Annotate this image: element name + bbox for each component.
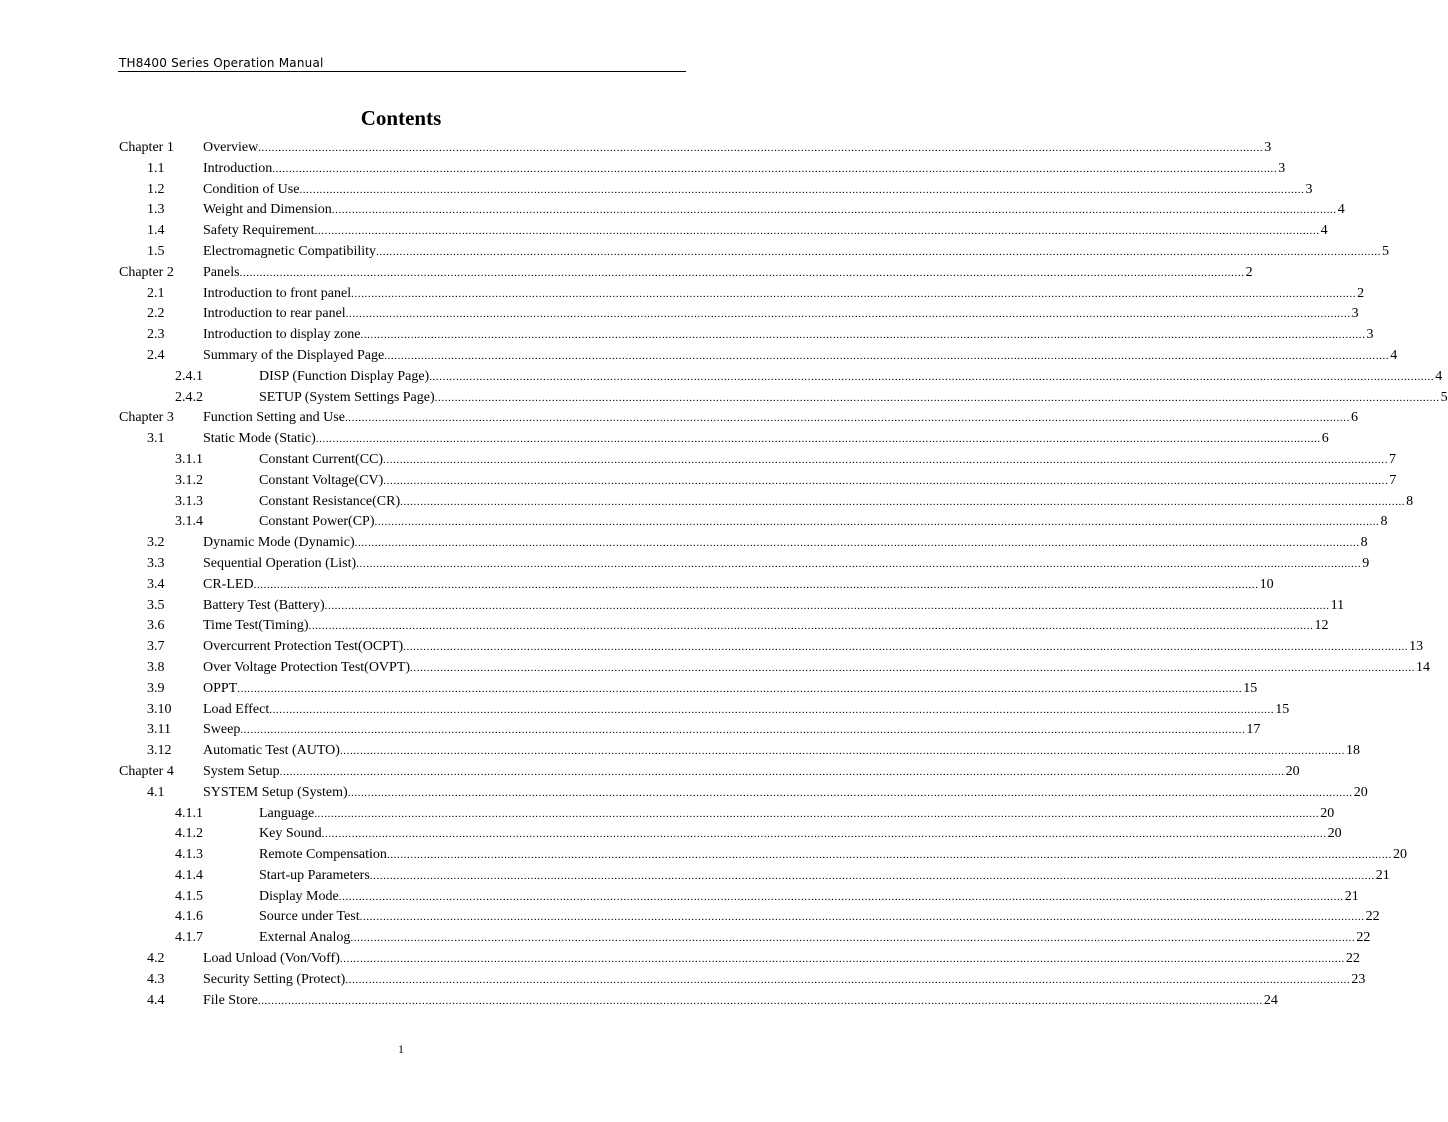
- toc-entry-title: Security Setting (Protect): [203, 970, 345, 991]
- toc-entry[interactable]: [0, 720, 1261, 741]
- dot-leader: ............................................................................................................................................................................................................................................................................................................: [324, 599, 1330, 612]
- toc-entry-page: 10: [1259, 576, 1274, 592]
- toc-entry-number: 3.10: [147, 701, 172, 717]
- toc-entry-page: 3: [1305, 181, 1313, 197]
- toc-entry-number: 1.2: [147, 181, 165, 197]
- toc-entry-line: [203, 700, 1290, 721]
- toc-entry-number: 4.1.4: [175, 867, 203, 883]
- toc-entry-title: Overcurrent Protection Test(OCPT): [203, 637, 403, 658]
- toc-entry-line: [259, 845, 1407, 866]
- dot-leader: ............................................................................................................................................................................................................................................................................................................: [360, 329, 1366, 342]
- toc-entry-title: Summary of the Displayed Page: [203, 346, 384, 367]
- toc-entry-number: 2.2: [147, 306, 165, 322]
- toc-entry-title: Start-up Parameters: [259, 866, 370, 887]
- toc-entry-page: 20: [1285, 763, 1300, 779]
- toc-entry[interactable]: [0, 762, 1300, 783]
- toc-entry-page: 8: [1380, 514, 1388, 530]
- toc-entry-line: [259, 512, 1388, 533]
- toc-entry[interactable]: [0, 804, 1335, 825]
- dot-leader: ............................................................................................................................................................................................................................................................................................................: [403, 641, 1409, 654]
- dot-leader: ............................................................................................................................................................................................................................................................................................................: [315, 433, 1321, 446]
- table-of-contents: [0, 138, 1448, 1011]
- toc-entry-line: [259, 866, 1390, 887]
- dot-leader: ............................................................................................................................................................................................................................................................................................................: [347, 786, 1353, 799]
- dot-leader: ............................................................................................................................................................................................................................................................................................................: [345, 973, 1351, 986]
- toc-entry-number: 2.4.1: [175, 368, 203, 384]
- toc-entry-page: 2: [1245, 264, 1253, 280]
- toc-entry-page: 11: [1330, 597, 1345, 613]
- toc-entry-line: [203, 741, 1360, 762]
- dot-leader: ............................................................................................................................................................................................................................................................................................................: [314, 807, 1320, 820]
- toc-entry-number: Chapter 3: [119, 410, 174, 426]
- dot-leader: ............................................................................................................................................................................................................................................................................................................: [339, 953, 1345, 966]
- toc-entry[interactable]: [0, 700, 1290, 721]
- toc-entry-title: SYSTEM Setup (System): [203, 783, 348, 804]
- toc-entry[interactable]: [0, 596, 1345, 617]
- dot-leader: ............................................................................................................................................................................................................................................................................................................: [237, 682, 1243, 695]
- toc-entry-number: 4.1.2: [175, 826, 203, 842]
- dot-leader: ............................................................................................................................................................................................................................................................................................................: [344, 412, 1350, 425]
- toc-entry-line: [203, 325, 1374, 346]
- dot-leader: ............................................................................................................................................................................................................................................................................................................: [400, 495, 1406, 508]
- toc-entry-page: 3: [1264, 140, 1272, 155]
- toc-entry-line: [203, 138, 1272, 159]
- dot-leader: ............................................................................................................................................................................................................................................................................................................: [383, 453, 1389, 466]
- toc-entry-title: Constant Resistance(CR): [259, 492, 400, 513]
- dot-leader: ............................................................................................................................................................................................................................................................................................................: [308, 620, 1314, 633]
- toc-entry-title: Source under Test: [259, 907, 360, 928]
- toc-entry[interactable]: [0, 242, 1390, 263]
- toc-entry-line: [203, 304, 1359, 325]
- toc-entry[interactable]: [0, 138, 1272, 159]
- toc-entry-title: Constant Voltage(CV): [259, 471, 383, 492]
- toc-entry[interactable]: [0, 907, 1380, 928]
- toc-entry[interactable]: [0, 658, 1431, 679]
- toc-entry-number: 3.3: [147, 555, 165, 571]
- toc-entry-line: [203, 284, 1365, 305]
- toc-entry[interactable]: [0, 512, 1388, 533]
- toc-entry-title: Safety Requirement: [203, 221, 315, 242]
- toc-entry-page: 20: [1392, 847, 1407, 863]
- header-rule: [118, 71, 686, 72]
- toc-entry-number: 4.2: [147, 951, 165, 967]
- toc-entry-line: [203, 616, 1329, 637]
- toc-entry-page: 4: [1390, 347, 1398, 363]
- toc-entry-page: 6: [1321, 431, 1329, 447]
- dot-leader: ............................................................................................................................................................................................................................................................................................................: [331, 204, 1337, 217]
- dot-leader: ............................................................................................................................................................................................................................................................................................................: [258, 142, 1264, 154]
- toc-entry[interactable]: [0, 991, 1278, 1012]
- toc-entry-title: Sweep: [203, 720, 240, 741]
- toc-entry-title: Language: [259, 804, 314, 825]
- toc-entry-page: 17: [1246, 722, 1261, 738]
- toc-entry-number: 1.1: [147, 160, 165, 176]
- dot-leader: ............................................................................................................................................................................................................................................................................................................: [240, 724, 1246, 737]
- dot-leader: ............................................................................................................................................................................................................................................................................................................: [239, 266, 1245, 279]
- toc-entry-number: 3.4: [147, 576, 165, 592]
- toc-entry-number: Chapter 1: [119, 140, 174, 155]
- toc-entry-number: Chapter 2: [119, 264, 174, 280]
- toc-entry-number: Chapter 4: [119, 763, 174, 779]
- toc-entry-line: [259, 824, 1342, 845]
- toc-entry-number: 3.8: [147, 659, 165, 675]
- dot-leader: ............................................................................................................................................................................................................................................................................................................: [269, 703, 1275, 716]
- toc-entry-line: [203, 949, 1360, 970]
- toc-entry[interactable]: [0, 221, 1328, 242]
- toc-entry-page: 13: [1409, 639, 1424, 655]
- toc-entry-number: 4.3: [147, 971, 165, 987]
- toc-entry-line: [203, 783, 1368, 804]
- toc-entry[interactable]: [0, 450, 1397, 471]
- toc-entry-line: [203, 408, 1358, 429]
- toc-entry[interactable]: [0, 533, 1368, 554]
- toc-entry-page: 20: [1327, 826, 1342, 842]
- toc-entry[interactable]: [0, 824, 1342, 845]
- toc-entry-page: 23: [1351, 971, 1366, 987]
- toc-entry-number: 1.3: [147, 202, 165, 218]
- toc-entry-number: 4.1.3: [175, 847, 203, 863]
- toc-entry[interactable]: [0, 845, 1407, 866]
- toc-entry-page: 20: [1353, 784, 1368, 800]
- toc-entry-line: [203, 991, 1278, 1012]
- dot-leader: ............................................................................................................................................................................................................................................................................................................: [257, 994, 1263, 1007]
- toc-entry-number: 3.2: [147, 535, 165, 551]
- toc-entry-title: Dynamic Mode (Dynamic): [203, 533, 355, 554]
- toc-entry[interactable]: [0, 949, 1360, 970]
- toc-entry[interactable]: [0, 928, 1371, 949]
- toc-entry[interactable]: [0, 679, 1258, 700]
- toc-entry-line: [203, 554, 1370, 575]
- toc-entry-title: Constant Power(CP): [259, 512, 375, 533]
- toc-entry-line: [203, 970, 1366, 991]
- toc-entry-title: Electromagnetic Compatibility: [203, 242, 376, 263]
- toc-entry-line: [203, 575, 1274, 596]
- toc-entry-line: [259, 367, 1443, 388]
- toc-entry-number: 2.4: [147, 347, 165, 363]
- toc-entry-number: 4.1: [147, 784, 165, 800]
- toc-entry-line: [203, 429, 1329, 450]
- toc-entry-title: OPPT: [203, 679, 237, 700]
- toc-entry[interactable]: [0, 346, 1398, 367]
- toc-entry-page: 2: [1357, 285, 1365, 301]
- toc-entry-line: [203, 720, 1261, 741]
- toc-entry[interactable]: [0, 637, 1424, 658]
- toc-entry-page: 7: [1389, 451, 1397, 467]
- dot-leader: ............................................................................................................................................................................................................................................................................................................: [314, 225, 1320, 238]
- toc-entry-line: [203, 637, 1424, 658]
- toc-entry-number: 3.1.3: [175, 493, 203, 509]
- dot-leader: ............................................................................................................................................................................................................................................................................................................: [376, 245, 1382, 258]
- dot-leader: ............................................................................................................................................................................................................................................................................................................: [383, 474, 1389, 487]
- dot-leader: ............................................................................................................................................................................................................................................................................................................: [374, 516, 1380, 529]
- toc-entry[interactable]: [0, 304, 1359, 325]
- toc-entry-page: 5: [1382, 243, 1390, 259]
- toc-entry-page: 14: [1416, 659, 1431, 675]
- toc-entry[interactable]: [0, 367, 1443, 388]
- toc-entry-title: Constant Current(CC): [259, 450, 383, 471]
- toc-entry-line: [259, 928, 1371, 949]
- toc-entry-line: [203, 200, 1345, 221]
- toc-entry[interactable]: [0, 471, 1397, 492]
- page-number: 1: [398, 1042, 404, 1056]
- dot-leader: ............................................................................................................................................................................................................................................................................................................: [338, 890, 1344, 903]
- toc-entry-page: 22: [1356, 930, 1371, 946]
- toc-entry[interactable]: [0, 325, 1374, 346]
- toc-entry[interactable]: [0, 741, 1360, 762]
- toc-entry-page: 22: [1345, 951, 1360, 967]
- toc-entry-title: Introduction to rear panel: [203, 304, 346, 325]
- toc-entry-page: 3: [1351, 306, 1359, 322]
- toc-entry-line: [203, 242, 1390, 263]
- toc-entry[interactable]: [0, 159, 1286, 180]
- toc-entry-page: 7: [1389, 472, 1397, 488]
- page-title: Contents: [360, 106, 442, 130]
- toc-entry-line: [259, 887, 1359, 908]
- toc-entry-title: External Analog: [259, 928, 350, 949]
- toc-entry-title: Introduction to display zone: [203, 325, 360, 346]
- toc-entry-line: [203, 346, 1398, 367]
- toc-entry-title: SETUP (System Settings Page): [259, 388, 435, 409]
- running-header: TH8400 Series Operation Manual: [119, 56, 324, 70]
- toc-entry-title: Remote Compensation: [259, 845, 387, 866]
- toc-entry-page: 9: [1362, 555, 1370, 571]
- toc-entry-line: [259, 388, 1448, 409]
- toc-entry-number: 1.4: [147, 223, 165, 239]
- dot-leader: ............................................................................................................................................................................................................................................................................................................: [351, 287, 1357, 300]
- toc-entry[interactable]: [0, 887, 1359, 908]
- toc-entry[interactable]: [0, 180, 1313, 201]
- toc-entry[interactable]: [0, 200, 1345, 221]
- toc-entry-number: 3.7: [147, 639, 165, 655]
- toc-entry[interactable]: [0, 616, 1329, 637]
- toc-entry-number: 2.4.2: [175, 389, 203, 405]
- toc-entry-title: Sequential Operation (List): [203, 554, 356, 575]
- dot-leader: ............................................................................................................................................................................................................................................................................................................: [384, 349, 1390, 362]
- toc-entry-title: Load Effect: [203, 700, 269, 721]
- toc-entry[interactable]: [0, 492, 1414, 513]
- toc-entry-line: [259, 907, 1380, 928]
- toc-entry-number: 4.1.1: [175, 805, 203, 821]
- toc-entry[interactable]: [0, 575, 1274, 596]
- toc-entry-page: 5: [1440, 389, 1448, 405]
- toc-entry-number: 3.1: [147, 431, 165, 447]
- toc-entry-number: 4.1.6: [175, 909, 203, 925]
- toc-entry-number: 3.12: [147, 743, 172, 759]
- toc-entry-title: Weight and Dimension: [203, 200, 332, 221]
- toc-entry-title: Load Unload (Von/Voff): [203, 949, 340, 970]
- dot-leader: ............................................................................................................................................................................................................................................................................................................: [369, 869, 1375, 882]
- toc-entry-page: 4: [1435, 368, 1443, 384]
- toc-entry-title: Condition of Use: [203, 180, 299, 201]
- toc-entry-number: 2.1: [147, 285, 165, 301]
- toc-entry[interactable]: [0, 783, 1368, 804]
- toc-entry-line: [203, 596, 1345, 617]
- toc-entry-page: 20: [1320, 805, 1335, 821]
- toc-entry-number: 3.9: [147, 680, 165, 696]
- dot-leader: ............................................................................................................................................................................................................................................................................................................: [299, 183, 1305, 196]
- toc-entry-title: Static Mode (Static): [203, 429, 316, 450]
- toc-entry-title: Function Setting and Use: [203, 408, 345, 429]
- toc-entry-line: [259, 492, 1414, 513]
- dot-leader: ............................................................................................................................................................................................................................................................................................................: [359, 911, 1365, 924]
- toc-entry[interactable]: [0, 408, 1358, 429]
- toc-entry-title: File Store: [203, 991, 258, 1012]
- toc-entry-line: [259, 804, 1335, 825]
- toc-entry-line: [203, 679, 1258, 700]
- toc-entry-line: [259, 450, 1397, 471]
- toc-entry[interactable]: [0, 284, 1365, 305]
- toc-entry-title: Over Voltage Protection Test(OVPT): [203, 658, 410, 679]
- toc-entry-line: [259, 471, 1397, 492]
- toc-entry-line: [203, 533, 1368, 554]
- toc-entry-line: [203, 221, 1328, 242]
- toc-entry-page: 15: [1243, 680, 1258, 696]
- toc-entry-title: Overview: [203, 138, 258, 159]
- toc-entry-page: 21: [1344, 888, 1359, 904]
- toc-entry-title: Time Test(Timing): [203, 616, 308, 637]
- toc-entry-title: DISP (Function Display Page): [259, 367, 429, 388]
- toc-entry-number: 3.11: [147, 722, 171, 738]
- toc-entry-number: 4.1.7: [175, 930, 203, 946]
- toc-entry-title: Automatic Test (AUTO): [203, 741, 340, 762]
- toc-entry[interactable]: [0, 263, 1253, 284]
- dot-leader: ............................................................................................................................................................................................................................................................................................................: [279, 765, 1285, 778]
- dot-leader: ............................................................................................................................................................................................................................................................................................................: [354, 537, 1360, 550]
- toc-entry-page: 4: [1337, 202, 1345, 218]
- dot-leader: ............................................................................................................................................................................................................................................................................................................: [350, 932, 1356, 945]
- toc-entry-page: 8: [1360, 535, 1368, 551]
- dot-leader: ............................................................................................................................................................................................................................................................................................................: [339, 745, 1345, 758]
- toc-entry[interactable]: [0, 429, 1329, 450]
- toc-entry-page: 4: [1320, 223, 1328, 239]
- toc-entry-number: 4.1.5: [175, 888, 203, 904]
- toc-entry-page: 15: [1275, 701, 1290, 717]
- toc-entry-title: Introduction to front panel: [203, 284, 351, 305]
- toc-entry-page: 3: [1366, 327, 1374, 343]
- toc-entry-line: [203, 263, 1253, 284]
- toc-entry-number: 1.5: [147, 243, 165, 259]
- dot-leader: ............................................................................................................................................................................................................................................................................................................: [434, 391, 1440, 404]
- toc-entry-page: 21: [1375, 867, 1390, 883]
- dot-leader: ............................................................................................................................................................................................................................................................................................................: [321, 828, 1327, 841]
- toc-entry-title: System Setup: [203, 762, 280, 783]
- toc-entry-title: Introduction: [203, 159, 272, 180]
- toc-entry-title: Battery Test (Battery): [203, 596, 325, 617]
- toc-entry-line: [203, 658, 1431, 679]
- dot-leader: ............................................................................................................................................................................................................................................................................................................: [345, 308, 1351, 321]
- dot-leader: ............................................................................................................................................................................................................................................................................................................: [429, 370, 1435, 383]
- toc-entry-number: 4.4: [147, 992, 165, 1008]
- toc-entry-number: 3.1.2: [175, 472, 203, 488]
- toc-entry-title: CR-LED: [203, 575, 254, 596]
- toc-entry-line: [203, 180, 1313, 201]
- toc-entry-page: 24: [1263, 992, 1278, 1008]
- toc-entry-page: 22: [1365, 909, 1380, 925]
- toc-entry-title: Key Sound: [259, 824, 322, 845]
- toc-entry-number: 3.5: [147, 597, 165, 613]
- toc-entry-number: 3.1.1: [175, 451, 203, 467]
- toc-entry-number: 3.6: [147, 618, 165, 634]
- toc-entry-number: 3.1.4: [175, 514, 203, 530]
- dot-leader: ............................................................................................................................................................................................................................................................................................................: [386, 849, 1392, 862]
- dot-leader: ............................................................................................................................................................................................................................................................................................................: [253, 578, 1259, 591]
- dot-leader: ............................................................................................................................................................................................................................................................................................................: [356, 557, 1362, 570]
- toc-entry[interactable]: [0, 554, 1370, 575]
- toc-entry-page: 12: [1314, 618, 1329, 634]
- toc-entry-title: Display Mode: [259, 887, 339, 908]
- toc-entry-page: 8: [1406, 493, 1414, 509]
- toc-entry-page: 18: [1345, 743, 1360, 759]
- toc-entry[interactable]: [0, 970, 1366, 991]
- toc-entry[interactable]: [0, 866, 1390, 887]
- toc-entry-page: 6: [1350, 410, 1358, 426]
- dot-leader: ............................................................................................................................................................................................................................................................................................................: [410, 661, 1416, 674]
- toc-entry-title: Panels: [203, 263, 240, 284]
- toc-entry-page: 3: [1278, 160, 1286, 176]
- toc-entry[interactable]: [0, 388, 1448, 409]
- toc-entry-line: [203, 159, 1286, 180]
- toc-entry-number: 2.3: [147, 327, 165, 343]
- dot-leader: ............................................................................................................................................................................................................................................................................................................: [272, 162, 1278, 175]
- toc-entry-line: [203, 762, 1300, 783]
